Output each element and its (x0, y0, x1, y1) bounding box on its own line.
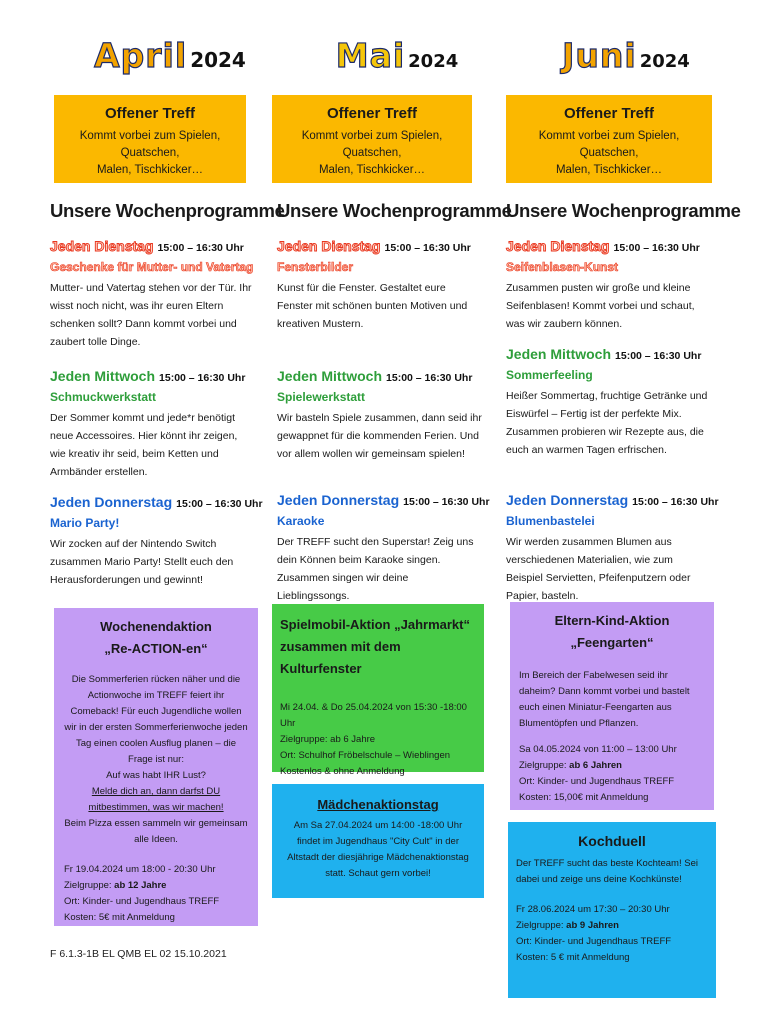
month-year: 2024 (190, 48, 246, 72)
offener-treff-text: Kommt vorbei zum Spielen, Quatschen, Malen, Tischkicker… (79, 130, 221, 176)
offener-treff-box (54, 95, 246, 183)
time-label: 15:00 – 16:30 Uhr (159, 372, 246, 384)
program-title: Sommerfeeling (506, 368, 593, 382)
time-label: 15:00 – 16:30 Uhr (176, 498, 263, 510)
maedchenaktionstag-box (272, 784, 484, 898)
offener-treff-title: Offener Treff (104, 105, 195, 122)
month-year: 2024 (639, 51, 690, 72)
document-footer-code: F 6.1.3-1B EL QMB EL 02 15.10.2021 (50, 948, 227, 960)
program-title: Mario Party! (50, 516, 120, 530)
offener-treff-box (272, 95, 472, 183)
spielmobil-date: Mi 24.04. & Do 25.04.2024 von 15:30 -18:00 Uhr (280, 702, 467, 729)
eltern-kind-ort: Ort: Kinder- und Jugendhaus TREFF (519, 776, 675, 787)
eltern-kind-text: Im Bereich der Fabelwesen seid ihr daheim? Dann kommt vorbei und bastelt euch einen Miniatur-Feengarten aus Blumentöpfen und Pflanzen. (519, 670, 690, 729)
program-description: Der TREFF sucht den Superstar! Zeig uns dein Können beim Karaoke singen. Zusammen singen wir deine Lieblingssongs. (277, 536, 474, 602)
wochenendaktion-callout: Melde dich an, dann darfst DU mitbestimmen, was wir machen! (88, 786, 224, 813)
program-dienstag (277, 238, 482, 333)
eltern-kind-title: Eltern-Kind-Aktion (554, 613, 670, 628)
day-label: Jeden Mittwoch (50, 368, 156, 384)
wochenendaktion-box (54, 608, 258, 926)
kochduell-title: Kochduell (578, 833, 646, 849)
maedchenaktionstag-title: Mädchenaktionstag (317, 797, 439, 812)
kochduell-date: Fr 28.06.2024 um 17:30 – 20:30 Uhr (516, 904, 670, 915)
program-title: Fensterbilder (277, 260, 354, 274)
wochenendaktion-text: Die Sommerferien rücken näher und die Actionwoche im TREFF feiert ihr Comeback! Für euch Jugendliche wollen wir in der ersten Sommerferienwoche jeden Tag einen coolen Ausflug planen – die Frage ist nur: (64, 674, 248, 765)
program-donnerstag (50, 494, 263, 589)
wochenendaktion-date: Fr 19.04.2024 um 18:00 - 20:30 Uhr (64, 864, 216, 875)
wochenendaktion-zielgruppe: Zielgruppe: ab 12 Jahre (64, 880, 167, 891)
month-heading-april (50, 36, 290, 75)
wochenprogramme-title: Unsere Wochenprogramme (506, 200, 741, 221)
program-dienstag (50, 238, 255, 351)
program-description: Der Sommer kommt und jede*r benötigt neue Accessoires. Hier könnt ihr zeigen, wie kreativ ihr seid, beim Ketten und Armbänder erstellen. (50, 412, 238, 478)
offener-treff-text: Kommt vorbei zum Spielen, Quatschen, Malen, Tischkicker… (538, 130, 680, 176)
day-label: Jeden Mittwoch (277, 368, 383, 384)
time-label: 15:00 – 16:30 Uhr (632, 496, 719, 508)
spielmobil-kosten: Kostenlos & ohne Anmeldung (280, 766, 405, 777)
kochduell-kosten: Kosten: 5 € mit Anmeldung (516, 952, 630, 963)
program-description: Zusammen pusten wir große und kleine Seifenblasen! Kommt vorbei und schaut, was wir zaubern können. (506, 282, 695, 330)
program-description: Heißer Sommertag, fruchtige Getränke und Eiswürfel – Fertig ist der perfekte Mix. Zusammen probieren wir Rezepte aus, die euch an warmen Tagen erfrischen. (506, 390, 708, 456)
eltern-kind-box (510, 602, 714, 810)
wochenendaktion-subtitle: „Re-ACTION-en“ (104, 641, 208, 656)
program-mittwoch (50, 368, 255, 481)
wochenendaktion-title: Wochenendaktion (100, 619, 212, 634)
eltern-kind-kosten: Kosten: 15,00€ mit Anmeldung (519, 792, 649, 803)
time-label: 15:00 – 16:30 Uhr (615, 350, 702, 362)
eltern-kind-date: Sa 04.05.2024 von 11:00 – 13:00 Uhr (519, 744, 677, 755)
program-mittwoch (277, 368, 482, 463)
spielmobil-title: Spielmobil-Aktion „Jahrmarkt“ zusammen mit dem Kulturfenster (280, 617, 470, 676)
wochenprogramme-title: Unsere Wochenprogramme (50, 200, 285, 221)
offener-treff-text: Kommt vorbei zum Spielen, Quatschen, Malen, Tischkicker… (301, 130, 443, 176)
eltern-kind-zielgruppe: Zielgruppe: ab 6 Jahren (519, 760, 622, 771)
program-description: Wir zocken auf der Nintendo Switch zusammen Mario Party! Stellt euch den Herausforderungen und gewinnt! (50, 538, 234, 586)
program-title: Seifenblasen-Kunst (506, 260, 619, 274)
program-description: Kunst für die Fenster. Gestaltet eure Fenster mit schönen bunten Motiven und kreativen Mustern. (277, 282, 468, 330)
program-donnerstag (277, 492, 490, 605)
time-label: 15:00 – 16:30 Uhr (613, 242, 700, 254)
time-label: 15:00 – 16:30 Uhr (403, 496, 490, 508)
kochduell-box (508, 822, 716, 998)
wochenendaktion-pizza: Beim Pizza essen sammeln wir gemeinsam alle Ideen. (64, 818, 248, 845)
program-title: Geschenke für Mutter- und Vatertag (50, 260, 254, 274)
time-label: 15:00 – 16:30 Uhr (386, 372, 473, 384)
time-label: 15:00 – 16:30 Uhr (384, 242, 471, 254)
program-title: Schmuckwerkstatt (50, 390, 157, 404)
month-heading-mai (277, 36, 517, 75)
day-label: Jeden Donnerstag (50, 494, 173, 510)
eltern-kind-subtitle: „Feengarten“ (570, 635, 654, 650)
kochduell-zielgruppe: Zielgruppe: ab 9 Jahren (516, 920, 619, 931)
month-name: Juni (562, 36, 637, 75)
program-description: Wir basteln Spiele zusammen, dann seid ihr gewappnet für die kommenden Ferien. Und vor allem wollen wir gemeinsam spielen! (277, 412, 482, 460)
offener-treff-title: Offener Treff (563, 105, 654, 122)
day-label: Jeden Dienstag (506, 238, 610, 254)
kochduell-ort: Ort: Kinder- und Jugendhaus TREFF (516, 936, 672, 947)
program-mittwoch (506, 346, 711, 459)
wochenendaktion-ort: Ort: Kinder- und Jugendhaus TREFF (64, 896, 220, 907)
spielmobil-ort: Ort: Schulhof Fröbelschule – Wieblingen (280, 750, 451, 761)
day-label: Jeden Donnerstag (277, 492, 400, 508)
program-dienstag (506, 238, 711, 333)
program-title: Blumenbastelei (506, 514, 595, 528)
program-description: Mutter- und Vatertag stehen vor der Tür. Ihr wisst noch nicht, was ihr euren Eltern schenken sollt? Dann kommt vorbei und zaubert tolle Dinge. (50, 282, 252, 348)
month-heading-juni (506, 36, 746, 75)
program-description: Wir werden zusammen Blumen aus verschiedenen Materialien, wie zum Beispiel Servietten, Pfeifenputzern oder Papier, basteln. (506, 536, 691, 602)
day-label: Jeden Donnerstag (506, 492, 629, 508)
program-donnerstag (506, 492, 719, 605)
offener-treff-title: Offener Treff (326, 105, 417, 122)
spielmobil-box (272, 604, 484, 777)
day-label: Jeden Dienstag (50, 238, 154, 254)
month-year: 2024 (408, 51, 459, 72)
program-title: Spielewerkstatt (277, 390, 366, 404)
wochenendaktion-question: Auf was habt IHR Lust? (106, 770, 206, 781)
wochenendaktion-kosten: Kosten: 5€ mit Anmeldung (64, 912, 175, 923)
offener-treff-box (506, 95, 712, 183)
day-label: Jeden Mittwoch (506, 346, 612, 362)
spielmobil-zielgruppe: Zielgruppe: ab 6 Jahre (280, 734, 376, 745)
month-name: Mai (335, 36, 406, 75)
maedchenaktionstag-text: Am Sa 27.04.2024 um 14:00 -18:00 Uhr findet im Jugendhaus "City Cult" in der Altstadt der diesjährige Mädchenaktionstag statt. Schaut gern vorbei! (287, 820, 469, 879)
day-label: Jeden Dienstag (277, 238, 381, 254)
time-label: 15:00 – 16:30 Uhr (157, 242, 244, 254)
wochenprogramme-title: Unsere Wochenprogramme (277, 200, 512, 221)
program-title: Karaoke (277, 514, 325, 528)
kochduell-text: Der TREFF sucht das beste Kochteam! Sei dabei und zeige uns deine Kochkünste! (516, 858, 698, 885)
month-name: April (94, 36, 188, 75)
